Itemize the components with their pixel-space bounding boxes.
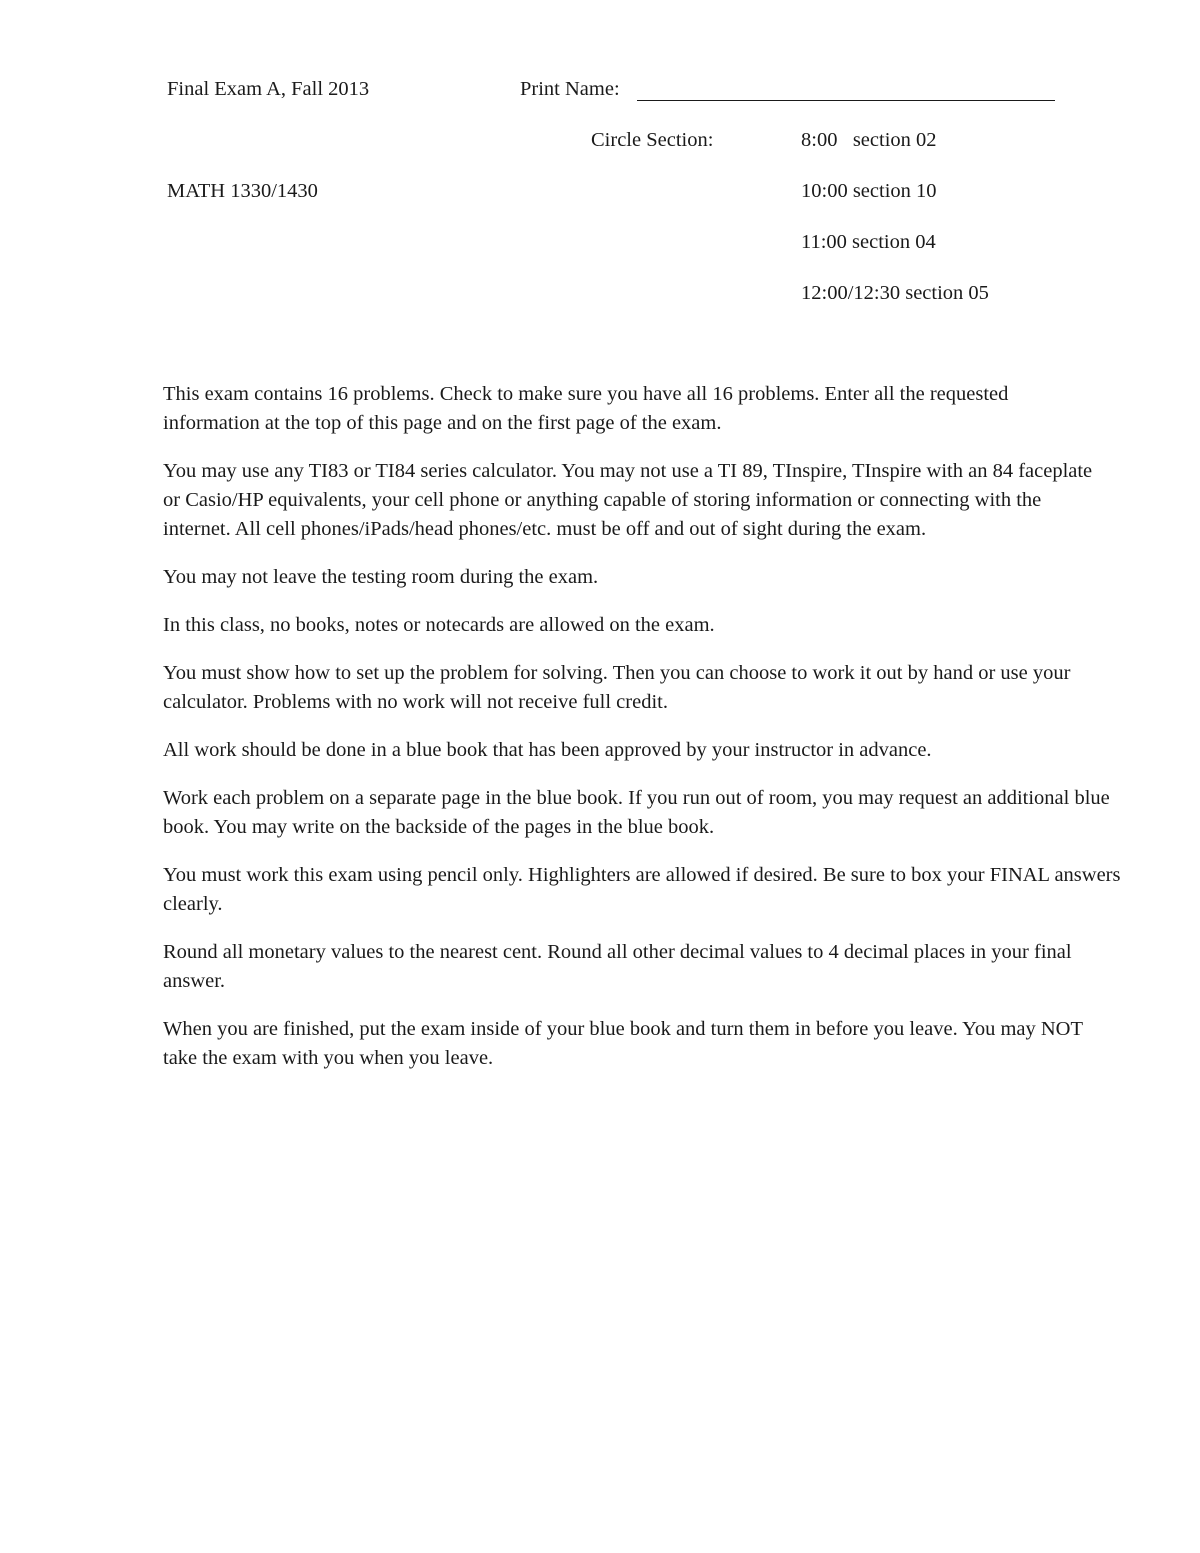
course-code: MATH 1330/1430 bbox=[167, 180, 318, 202]
section-option-1100[interactable]: 11:00 section 04 bbox=[801, 231, 936, 253]
instruction-paragraph: You must show how to set up the problem for solving. Then you can choose to work it out by hand or use your calculator. Problems with no work will not receive full credit. bbox=[163, 662, 1071, 713]
print-name-label: Print Name: bbox=[520, 78, 620, 100]
instruction-paragraph: When you are finished, put the exam inside of your blue book and turn them in before you leave. You may NOT take the exam with you when you leave. bbox=[163, 1018, 1083, 1069]
instruction-paragraph: Round all monetary values to the nearest cent. Round all other decimal values to 4 decimal places in your final answer. bbox=[163, 941, 1072, 992]
instructions-block bbox=[163, 380, 1123, 1092]
section-option-1000[interactable]: 10:00 section 10 bbox=[801, 180, 937, 202]
instruction-paragraph: This exam contains 16 problems. Check to make sure you have all 16 problems. Enter all the requested information at the top of this page and on the first page of the exam. bbox=[163, 383, 1009, 434]
circle-section-label: Circle Section: bbox=[591, 129, 714, 151]
section-option-1200[interactable]: 12:00/12:30 section 05 bbox=[801, 282, 989, 304]
instruction-paragraph: You may use any TI83 or TI84 series calculator. You may not use a TI 89, TInspire, TInspire with an 84 faceplate or Casio/HP equivalents, your cell phone or anything capable of storing information or connecting with the internet. All cell phones/iPads/head phones/etc. must be off and out of sight during the exam. bbox=[163, 460, 1093, 540]
instruction-paragraph: All work should be done in a blue book that has been approved by your instructor in advance. bbox=[163, 739, 932, 761]
instruction-paragraph: In this class, no books, notes or notecards are allowed on the exam. bbox=[163, 614, 715, 636]
print-name-line[interactable] bbox=[637, 100, 1055, 101]
instruction-paragraph: Work each problem on a separate page in the blue book. If you run out of room, you may request an additional blue book. You may write on the backside of the pages in the blue book. bbox=[163, 787, 1110, 838]
instruction-paragraph: You may not leave the testing room during the exam. bbox=[163, 566, 599, 588]
section-option-0800[interactable]: 8:00 section 02 bbox=[801, 129, 937, 151]
instruction-paragraph: You must work this exam using pencil only. Highlighters are allowed if desired. Be sure to box your FINAL answers clearly. bbox=[163, 864, 1121, 915]
exam-title: Final Exam A, Fall 2013 bbox=[167, 78, 370, 100]
